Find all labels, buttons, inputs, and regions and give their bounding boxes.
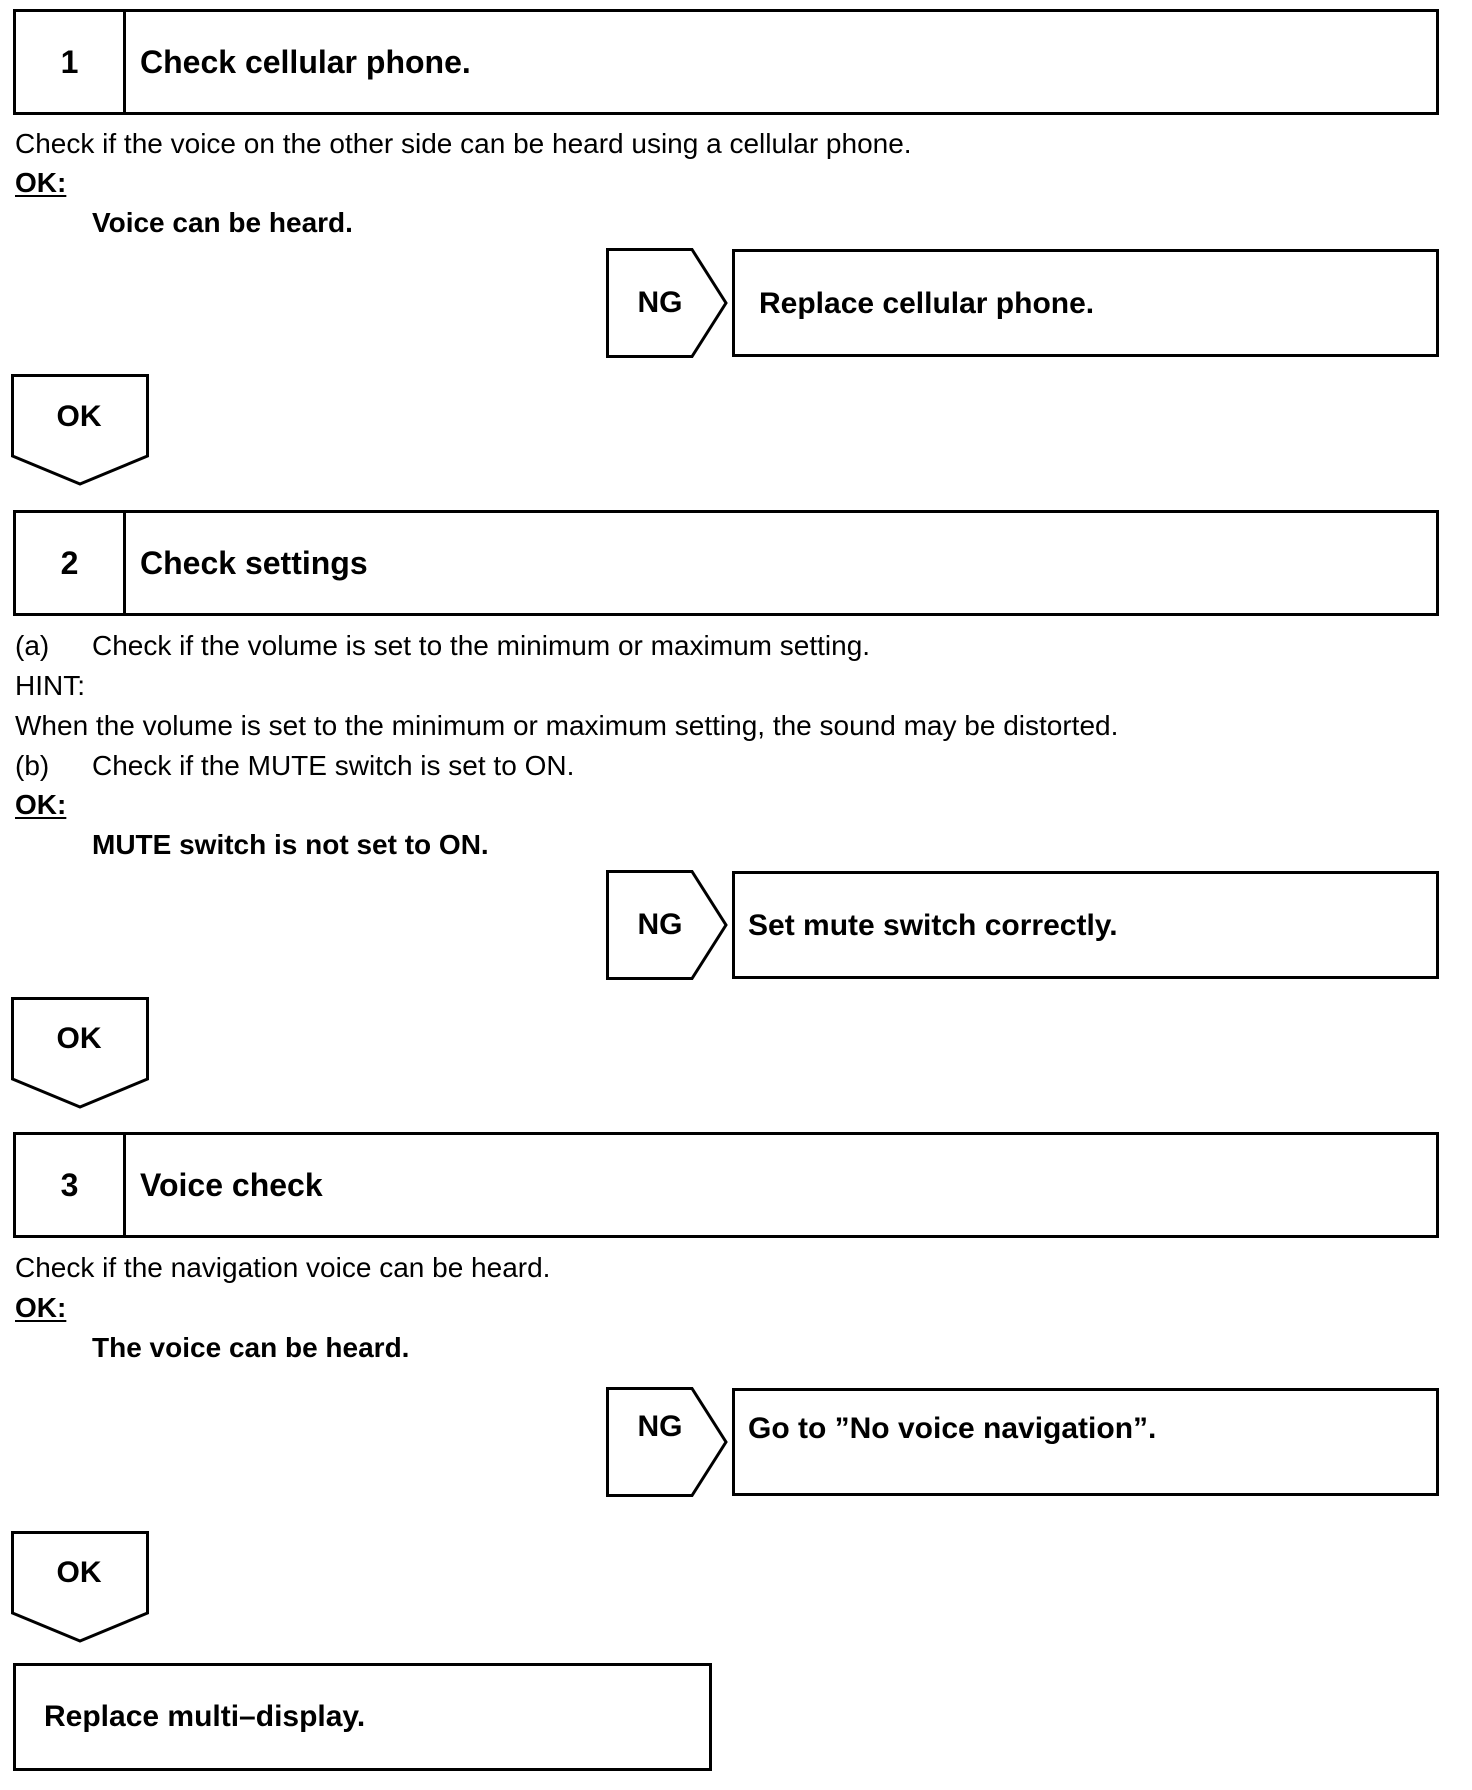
final-action-box: [13, 1663, 712, 1771]
step-3-ok-label: OK:: [15, 1292, 67, 1323]
step-title: Check settings: [140, 544, 368, 581]
step-3-ng-box: [732, 1388, 1439, 1496]
step-2-header: [13, 510, 1439, 616]
step-3-instruction: Check if the navigation voice can be heard.: [15, 1252, 551, 1283]
step-2-item-label-a: (a): [15, 630, 50, 661]
step-2-ng-label: NG: [637, 908, 683, 941]
step-title: Voice check: [140, 1166, 323, 1203]
step-number: 2: [16, 513, 126, 613]
step-2-item-text-a: Check if the volume is set to the minimum or maximum setting.: [92, 630, 871, 661]
step-title: Check cellular phone.: [140, 43, 471, 80]
step-1-header: [13, 9, 1439, 115]
step-2-hint-text: When the volume is set to the minimum or maximum setting, the sound may be distorted.: [15, 710, 1119, 741]
step-3-ng-label: NG: [637, 1410, 683, 1443]
step-3-header: [13, 1132, 1439, 1238]
step-2-ng-action: Set mute switch correctly.: [748, 909, 1118, 942]
step-2-item-text-b: Check if the MUTE switch is set to ON.: [92, 750, 575, 781]
step-2-hint-label: HINT:: [15, 670, 85, 701]
step-1-ng-box: [732, 249, 1439, 357]
step-2-item-label-b: (b): [15, 750, 50, 781]
step-1-ng-action: Replace cellular phone.: [759, 287, 1095, 320]
step-1-instruction: Check if the voice on the other side can be heard using a cellular phone.: [15, 128, 912, 159]
final-action-text: Replace multi–display.: [44, 1700, 366, 1733]
step-2-ok-condition: MUTE switch is not set to ON.: [92, 829, 489, 860]
step-2-ng-box: [732, 871, 1439, 979]
step-2-ok-label: OK:: [15, 789, 67, 820]
step-1-ok-arrow-label: OK: [56, 400, 102, 433]
step-1-ok-label: OK:: [15, 167, 67, 198]
step-number: 3: [16, 1135, 126, 1235]
step-3-ng-action: Go to ”No voice navigation”.: [748, 1412, 1157, 1445]
step-3-ok-arrow-label: OK: [56, 1556, 102, 1589]
step-3-ok-condition: The voice can be heard.: [92, 1332, 410, 1363]
step-1-ok-condition: Voice can be heard.: [92, 207, 353, 238]
step-2-ok-arrow-label: OK: [56, 1022, 102, 1055]
step-1-ng-label: NG: [637, 286, 683, 319]
step-number: 1: [16, 12, 126, 112]
